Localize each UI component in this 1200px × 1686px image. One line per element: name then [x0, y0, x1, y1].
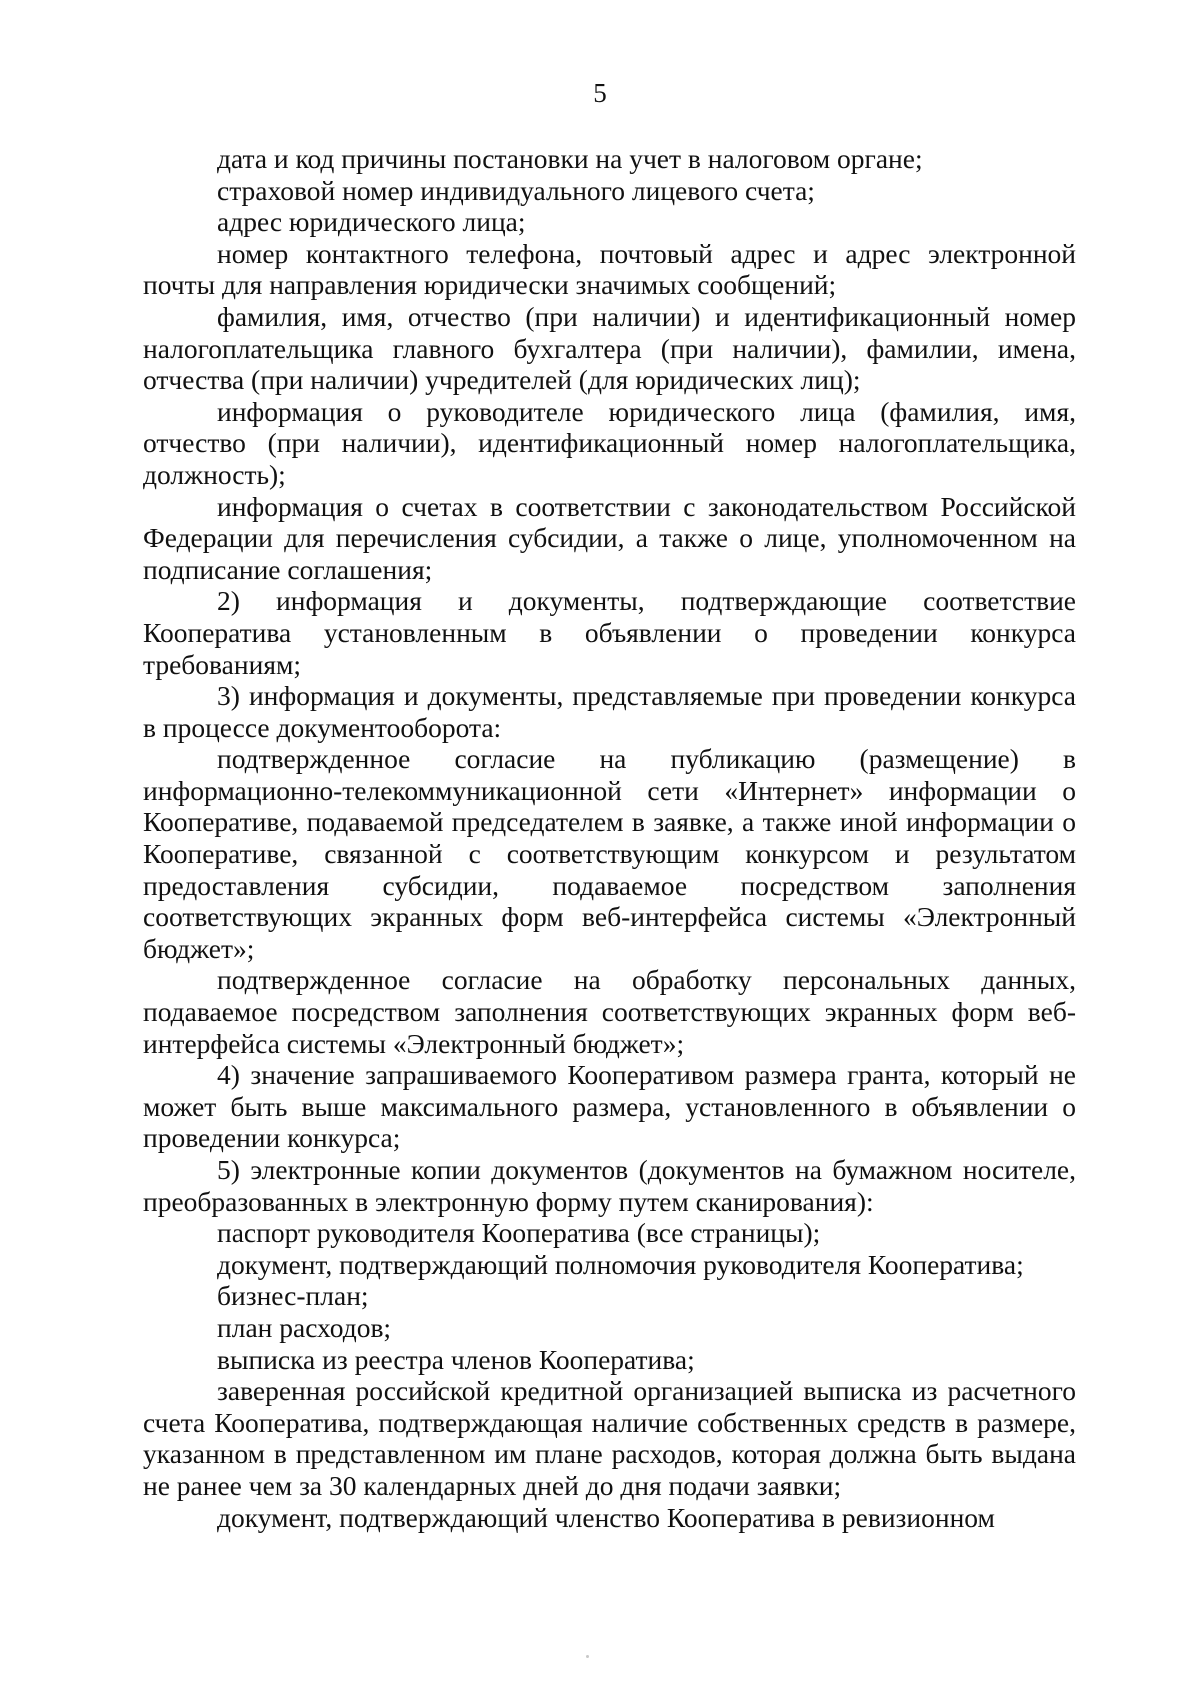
paragraph: информация о счетах в соответствии с законодательством Российской Федерации для перечисления субсидии, а также о лице, уполномоченном на подписание соглашения;	[143, 490, 1076, 585]
paragraph: 5) электронные копии документов (документов на бумажном носителе, преобразованных в электронную форму путем сканирования):	[143, 1154, 1076, 1217]
document-body	[143, 143, 1076, 1533]
paragraph: адрес юридического лица;	[217, 206, 526, 238]
paragraph: бизнес-план;	[217, 1280, 369, 1312]
paragraph: заверенная российской кредитной организацией выписка из расчетного счета Кооператива, подтверждающая наличие собственных средств в размере, указанном в представленном им плане расходов, которая должна быть выдана не ранее чем за 30 календарных дней до дня подачи заявки;	[143, 1375, 1076, 1501]
paragraph: информация о руководителе юридического лица (фамилия, имя, отчество (при наличии), идентификационный номер налогоплательщика, должность);	[143, 395, 1076, 490]
paragraph: подтвержденное согласие на публикацию (размещение) в информационно-телекоммуникационной сети «Интернет» информации о Кооперативе, подаваемой председателем в заявке, а также иной информации о Кооперативе, связанной с соответствующим конкурсом и результатом предоставления субсидии, подаваемое посредством заполнения соответствующих экранных форм веб-интерфейса системы «Электронный бюджет»;	[143, 743, 1076, 964]
paragraph: номер контактного телефона, почтовый адрес и адрес электронной почты для направления юридически значимых сообщений;	[143, 237, 1076, 301]
paragraph: подтвержденное согласие на обработку персональных данных, подаваемое посредством заполнения соответствующих экранных форм веб-интерфейса системы «Электронный бюджет»;	[143, 964, 1076, 1059]
paragraph: документ, подтверждающий членство Кооператива в ревизионном	[217, 1501, 995, 1533]
paragraph: документ, подтверждающий полномочия руководителя Кооператива;	[217, 1248, 1024, 1280]
paragraph: 3) информация и документы, представляемые при проведении конкурса в процессе документооборота:	[143, 680, 1076, 743]
paragraph: выписка из реестра членов Кооператива;	[217, 1343, 695, 1375]
paragraph: 4) значение запрашиваемого Кооперативом размера гранта, который не может быть выше максимального размера, установленного в объявлении о проведении конкурса;	[143, 1059, 1076, 1154]
page-number: 5	[593, 78, 607, 108]
scan-artifact-dot	[586, 1655, 589, 1658]
paragraph: фамилия, имя, отчество (при наличии) и идентификационный номер налогоплательщика главного бухгалтера (при наличии), фамилии, имена, отчества (при наличии) учредителей (для юридических лиц);	[143, 300, 1076, 396]
paragraph: план расходов;	[217, 1311, 392, 1343]
paragraph: 2) информация и документы, подтверждающие соответствие Кооператива установленным в объявлении о проведении конкурса требованиям;	[143, 585, 1076, 680]
paragraph: страховой номер индивидуального лицевого счета;	[217, 174, 815, 206]
paragraph: дата и код причины постановки на учет в налоговом органе;	[217, 143, 923, 174]
paragraph: паспорт руководителя Кооператива (все страницы);	[217, 1217, 821, 1249]
